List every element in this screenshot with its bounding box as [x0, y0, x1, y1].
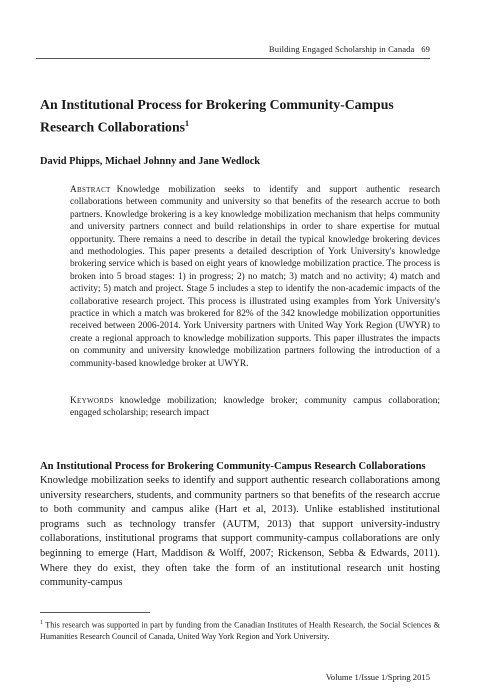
keywords-text: knowledge mobilization; knowledge broker; community campus collaboration; engaged scholarship; research impact [70, 396, 440, 419]
abstract-text: Knowledge mobilization seeks to identify and support authentic research collaborations between community and university so that benefits of the research accrue to both partners. Knowledge brokering is a key knowledge mobilization mechanism that helps community and university partners connect and build relationships in order to share expertise for mutual opportunity. There remains a need to describe in detail the typical knowledge brokering devices and methodologies. This paper presents a detailed description of York University's knowledge brokering service which is based on eight years of knowledge mobilization practice. The process is broken into 5 broad stages: 1) in progress; 2) no match; 3) match and no activity; 4) match and activity; 5) match and project. Stage 5 includes a step to identify the non-academic impacts of the collaborative research project. This process is illustrated using examples from York University's practice in which a match was brokered for 82% of the 342 knowledge mobilization opportunities received between 2006-2014. York University partners with United Way York Region (UWYR) to create a regional approach to knowledge mobilization supports. This paper illustrates the impacts on community and university knowledge mobilization partners following the introduction of a community-based knowledge broker at UWYR. [70, 185, 440, 369]
abstract [70, 184, 440, 370]
article-authors: David Phipps, Michael Johnny and Jane Wedlock [40, 156, 261, 167]
footnote-rule [40, 612, 150, 613]
page-footer: Volume 1/Issue 1/Spring 2015 [325, 672, 430, 682]
running-head-title: Building Engaged Scholarship in Canada [268, 44, 415, 54]
intro-section [40, 460, 440, 591]
keywords-label: Keywords [70, 396, 114, 406]
title-footnote-mark: 1 [185, 119, 189, 128]
article-title [40, 95, 440, 137]
section-heading: An Institutional Process for Brokering Community-Campus Research Collaborations [40, 461, 426, 472]
running-head [30, 44, 430, 54]
keywords [70, 395, 440, 420]
section-body: Knowledge mobilization seeks to identify and support authentic research collaborations among university researchers, students, and community partners so that benefits of the research accrue to both community and campus alike (Hart et al, 2013). Unlike established institutional programs such as technology transfer (AUTM, 2013) that support university-industry collaborations, institutional programs that support community-campus collaborations are only beginning to emerge (Hart, Maddison & Wolff, 2007; Rickenson, Sebba & Edwards, 2011). Where they do exist, they often take the form of an institutional research unit hosting community-campus [40, 475, 440, 589]
page-number: 69 [421, 44, 430, 54]
footnote-mark: 1 [40, 620, 43, 626]
header-rule [36, 58, 430, 59]
footnote [40, 618, 440, 643]
abstract-label: Abstract [70, 185, 111, 195]
footnote-text: This research was supported in part by funding from the Canadian Institutes of Health Research, the Social Sciences & Humanities Research Council of Canada, United Way York Region and York University. [40, 620, 440, 642]
article-title-text: An Institutional Process for Brokering Community-Campus Research Collaborations [40, 97, 394, 135]
